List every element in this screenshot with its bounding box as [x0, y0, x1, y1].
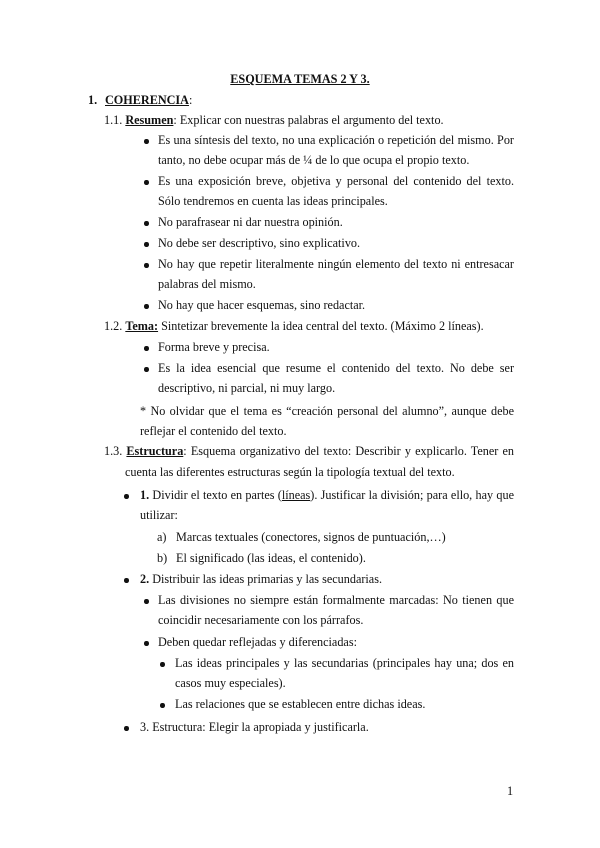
bullet-icon	[160, 662, 165, 667]
step-1-underlined: líneas	[281, 488, 311, 502]
page-number: 1	[507, 784, 514, 798]
tema-note-line-2: reflejar el contenido del texto.	[140, 424, 287, 438]
section-1-3-number: 1.3.	[104, 444, 123, 458]
bullet-icon	[144, 242, 149, 247]
section-1-number: 1.	[88, 93, 98, 107]
bullet-icon	[144, 367, 149, 372]
step-1-sub-a-marker: a)	[157, 530, 167, 544]
section-1-2-line	[104, 319, 484, 334]
section-1-3-label: Estructura	[126, 444, 184, 458]
bullet-icon	[144, 221, 149, 226]
step-1-text-b: ). Justificar la división; para ello, hay que	[310, 488, 514, 502]
step-2-number: 2.	[140, 572, 150, 586]
bullet-icon	[144, 263, 149, 268]
bullet-icon	[144, 139, 149, 144]
resumen-bullet-6: No hay que hacer esquemas, sino redactar.	[158, 298, 366, 312]
resumen-bullet-5-line-1: No hay que repetir literalmente ningún elemento del texto ni entresacar	[158, 257, 514, 271]
step-1-text-a: Dividir el texto en partes (	[149, 488, 282, 502]
section-1-1-label: Resumen	[125, 113, 174, 127]
step-1-sub-b-marker: b)	[157, 551, 168, 565]
step-1-number: 1.	[140, 488, 150, 502]
step-1-line-1	[140, 488, 514, 503]
section-1-2-text: Sintetizar brevemente la idea central del texto. (Máximo 2 líneas).	[158, 319, 484, 333]
step-2-line	[140, 572, 382, 587]
step-2-sub-bullet-1-line-1: Las ideas principales y las secundarias (principales hay una; dos en	[175, 656, 514, 670]
step-2-bullet-2: Deben quedar reflejadas y diferenciadas:	[158, 635, 357, 649]
section-1-heading-line	[105, 93, 192, 108]
bullet-icon	[124, 494, 129, 499]
section-1-heading: COHERENCIA	[105, 93, 189, 107]
resumen-bullet-5-line-2: palabras del mismo.	[158, 277, 256, 291]
step-1-sub-a-text: Marcas textuales (conectores, signos de puntuación,…)	[176, 530, 446, 544]
tema-bullet-2-line-2: descriptivo, ni parcial, ni muy largo.	[158, 381, 336, 395]
resumen-bullet-2-line-1: Es una exposición breve, objetiva y personal del contenido del texto.	[158, 174, 514, 188]
resumen-bullet-1-line-2: tanto, no debe ocupar más de ¼ de lo que ocupa el propio texto.	[158, 153, 470, 167]
bullet-icon	[124, 726, 129, 731]
section-1-1-line	[104, 113, 444, 128]
bullet-icon	[144, 599, 149, 604]
resumen-bullet-2-line-2: Sólo tendremos en cuenta las ideas principales.	[158, 194, 388, 208]
section-1-3-text: : Esquema organizativo del texto: Describir y explicarlo. Tener en	[183, 444, 514, 458]
section-1-1-text: : Explicar con nuestras palabras el argumento del texto.	[173, 113, 444, 127]
step-1-line-2: utilizar:	[140, 508, 178, 522]
bullet-icon	[144, 180, 149, 185]
step-2-sub-bullet-1-line-2: casos muy especiales).	[175, 676, 286, 690]
bullet-icon	[124, 578, 129, 583]
step-1-sub-b-text: El significado (las ideas, el contenido).	[176, 551, 366, 565]
step-2-sub-bullet-2: Las relaciones que se establecen entre dichas ideas.	[175, 697, 426, 711]
section-1-colon: :	[188, 93, 193, 107]
step-2-text: Distribuir las ideas primarias y las secundarias.	[149, 572, 382, 586]
bullet-icon	[160, 703, 165, 708]
bullet-icon	[144, 304, 149, 309]
section-1-2-number: 1.2.	[104, 319, 123, 333]
step-3-line: 3. Estructura: Elegir la apropiada y justificarla.	[140, 720, 369, 734]
section-1-3-text-line-2: cuenta las diferentes estructuras según la tipología textual del texto.	[125, 465, 455, 479]
document-title: ESQUEMA TEMAS 2 Y 3.	[230, 72, 370, 86]
tema-note-line-1: * No olvidar que el tema es “creación personal del alumno”, aunque debe	[140, 404, 514, 418]
bullet-icon	[144, 641, 149, 646]
section-1-1-number: 1.1.	[104, 113, 123, 127]
resumen-bullet-4: No debe ser descriptivo, sino explicativo.	[158, 236, 361, 250]
step-2-bullet-1-line-2: coincidir necesariamente con los párrafos.	[158, 613, 364, 627]
bullet-icon	[144, 346, 149, 351]
section-1-2-label: Tema:	[125, 319, 159, 333]
resumen-bullet-1-line-1: Es una síntesis del texto, no una explicación o repetición del mismo. Por	[158, 133, 514, 147]
step-2-bullet-1-line-1: Las divisiones no siempre están formalmente marcadas: No tienen que	[158, 593, 514, 607]
resumen-bullet-3: No parafrasear ni dar nuestra opinión.	[158, 215, 343, 229]
tema-bullet-2-line-1: Es la idea esencial que resume el contenido del texto. No debe ser	[158, 361, 514, 375]
section-1-3-line	[104, 444, 514, 459]
tema-bullet-1: Forma breve y precisa.	[158, 340, 270, 354]
